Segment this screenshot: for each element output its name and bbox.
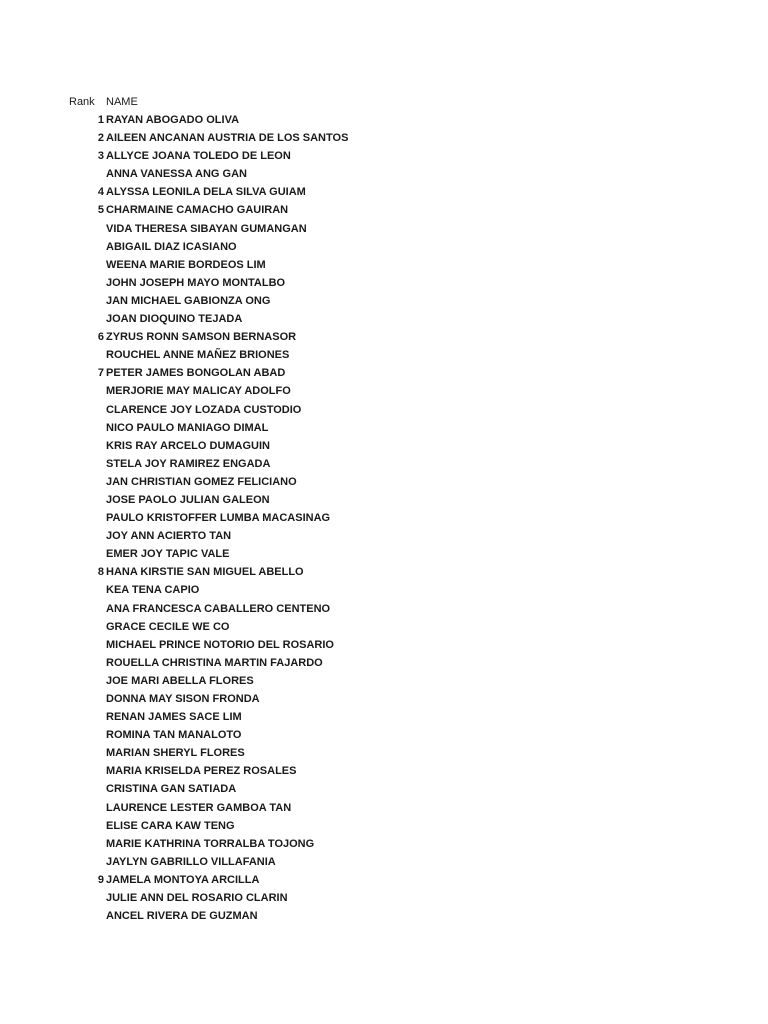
rank-cell: 9 <box>97 873 104 886</box>
table-row <box>0 581 768 599</box>
table-row <box>0 636 768 654</box>
name-cell: MARIA KRISELDA PEREZ ROSALES <box>106 765 297 778</box>
rank-cell: 6 <box>97 331 104 344</box>
table-row <box>0 672 768 690</box>
table-row <box>0 364 768 382</box>
table-row <box>0 328 768 346</box>
table-row <box>0 382 768 400</box>
table-row <box>0 780 768 798</box>
table-row <box>0 455 768 473</box>
table-row <box>0 799 768 817</box>
name-cell: JOY ANN ACIERTO TAN <box>106 530 232 543</box>
name-cell: GRACE CECILE WE CO <box>106 620 230 633</box>
name-cell: ALYSSA LEONILA DELA SILVA GUIAM <box>106 186 306 199</box>
name-cell: LAURENCE LESTER GAMBOA TAN <box>106 801 292 814</box>
table-row <box>0 744 768 762</box>
name-cell: CLARENCE JOY LOZADA CUSTODIO <box>106 403 302 416</box>
name-cell: JULIE ANN DEL ROSARIO CLARIN <box>106 892 288 905</box>
table-row <box>0 871 768 889</box>
table-row <box>0 563 768 581</box>
name-cell: ANNA VANESSA ANG GAN <box>106 168 247 181</box>
name-cell: WEENA MARIE BORDEOS LIM <box>106 258 266 271</box>
name-cell: ANCEL RIVERA DE GUZMAN <box>106 910 258 923</box>
table-row <box>0 129 768 147</box>
name-cell: MICHAEL PRINCE NOTORIO DEL ROSARIO <box>106 638 334 651</box>
name-cell: STELA JOY RAMIREZ ENGADA <box>106 457 271 470</box>
name-column-header: NAME <box>106 96 138 108</box>
table-row <box>0 346 768 364</box>
name-cell: NICO PAULO MANIAGO DIMAL <box>106 421 269 434</box>
name-cell: JOSE PAOLO JULIAN GALEON <box>106 493 270 506</box>
name-cell: RAYAN ABOGADO OLIVA <box>106 114 240 126</box>
name-cell: ABIGAIL DIAZ ICASIANO <box>106 240 237 253</box>
table-row <box>0 256 768 274</box>
table-row <box>0 437 768 455</box>
table-row <box>0 835 768 853</box>
table-row <box>0 889 768 907</box>
name-cell: JAN CHRISTIAN GOMEZ FELICIANO <box>106 475 297 488</box>
rank-cell: 7 <box>97 367 104 380</box>
table-row <box>0 147 768 165</box>
name-cell: KRIS RAY ARCELO DUMAGUIN <box>106 439 270 452</box>
table-row <box>0 310 768 328</box>
table-row <box>0 491 768 509</box>
table-row <box>0 473 768 491</box>
ranking-list <box>0 111 768 925</box>
table-row <box>0 817 768 835</box>
rank-cell: 2 <box>97 132 104 145</box>
table-row <box>0 292 768 310</box>
name-cell: ROUCHEL ANNE MAÑEZ BRIONES <box>106 349 290 362</box>
name-cell: ROMINA TAN MANALOTO <box>106 729 242 742</box>
table-row <box>0 545 768 563</box>
name-cell: ROUELLA CHRISTINA MARTIN FAJARDO <box>106 656 323 669</box>
table-row <box>0 183 768 201</box>
name-cell: JOE MARI ABELLA FLORES <box>106 674 254 687</box>
rank-cell: 8 <box>97 566 104 579</box>
table-row <box>0 853 768 871</box>
rank-cell: 4 <box>97 186 104 199</box>
name-cell: MARIAN SHERYL FLORES <box>106 747 245 760</box>
table-row <box>0 762 768 780</box>
table-row <box>0 618 768 636</box>
name-cell: MARIE KATHRINA TORRALBA TOJONG <box>106 837 315 850</box>
name-cell: RENAN JAMES SACE LIM <box>106 711 242 724</box>
rank-column-header: Rank <box>69 96 95 108</box>
table-row <box>0 419 768 437</box>
table-row <box>0 201 768 219</box>
name-cell: DONNA MAY SISON FRONDA <box>106 693 260 705</box>
name-cell: JOAN DIOQUINO TEJADA <box>106 313 243 326</box>
rank-cell: 1 <box>97 114 104 126</box>
table-row <box>0 220 768 238</box>
name-cell: CHARMAINE CAMACHO GAUIRAN <box>106 204 289 217</box>
table-row <box>0 238 768 256</box>
name-cell: CRISTINA GAN SATIADA <box>106 783 237 796</box>
name-cell: ALLYCE JOANA TOLEDO DE LEON <box>106 150 291 163</box>
table-row <box>0 509 768 527</box>
table-row <box>0 726 768 744</box>
rank-cell: 3 <box>97 150 104 163</box>
name-cell: VIDA THERESA SIBAYAN GUMANGAN <box>106 222 307 235</box>
name-cell: JOHN JOSEPH MAYO MONTALBO <box>106 276 286 289</box>
name-cell: ELISE CARA KAW TENG <box>106 819 235 832</box>
table-row <box>0 690 768 708</box>
table-row <box>0 708 768 726</box>
name-cell: JAYLYN GABRILLO VILLAFANIA <box>106 855 276 868</box>
name-cell: PETER JAMES BONGOLAN ABAD <box>106 367 286 380</box>
table-row <box>0 654 768 672</box>
name-cell: PAULO KRISTOFFER LUMBA MACASINAG <box>106 512 331 525</box>
name-cell: KEA TENA CAPIO <box>106 584 200 597</box>
table-row <box>0 111 768 129</box>
name-cell: JAMELA MONTOYA ARCILLA <box>106 873 260 886</box>
table-row <box>0 907 768 925</box>
name-cell: JAN MICHAEL GABIONZA ONG <box>106 294 271 307</box>
name-cell: AILEEN ANCANAN AUSTRIA DE LOS SANTOS <box>106 132 349 145</box>
table-row <box>0 527 768 545</box>
name-cell: HANA KIRSTIE SAN MIGUEL ABELLO <box>106 566 304 579</box>
name-cell: EMER JOY TAPIC VALE <box>106 548 230 561</box>
name-cell: ANA FRANCESCA CABALLERO CENTENO <box>106 602 331 615</box>
name-cell: MERJORIE MAY MALICAY ADOLFO <box>106 385 291 398</box>
table-row <box>0 401 768 419</box>
table-row <box>0 274 768 292</box>
rank-cell: 5 <box>97 204 104 217</box>
name-cell: ZYRUS RONN SAMSON BERNASOR <box>106 331 297 344</box>
table-row <box>0 165 768 183</box>
table-row <box>0 600 768 618</box>
